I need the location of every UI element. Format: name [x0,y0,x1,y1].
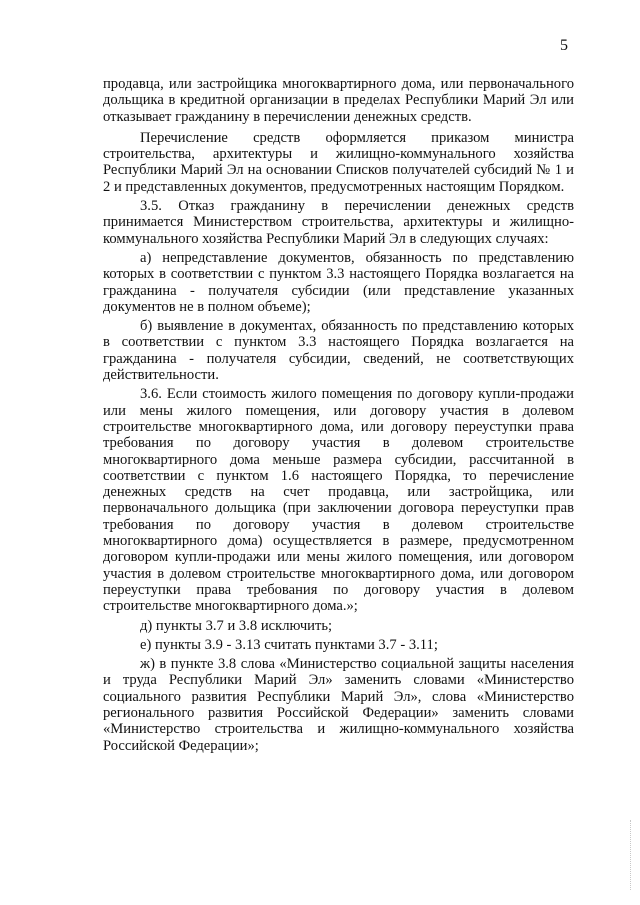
paragraph-3-6: 3.6. Если стоимость жилого помещения по договору купли-продажи или мены жилого помещения, или договору участия в долевом строительстве многоквартирного дома, или договору переуступки права требования по договору участия в долевом строительстве многоквартирного дома меньше размера субсидии, рассчитанной в соответствии с пунктом 1.6 настоящего Порядка, то перечисление денежных средств на счет продавца, или застройщика, или первоначального дольщика (при заключении договора переуступки прав требования по договору участия в долевом строительстве многоквартирного дома) осуществляется в размере, предусмотренном договором купли-продажи или мены жилого помещения, или договором участия в долевом строительстве многоквартирного дома, или договором переуступки права требования по договору участия в долевом строительстве многоквартирного дома.»; [103,386,574,615]
paragraph-transfer-order: Перечисление средств оформляется приказом министра строительства, архитектуры и жилищно-коммунального хозяйства Республики Марий Эл на основании Списков получателей субсидий № 1 и 2 и представленных документов, предусмотренных настоящим Порядком. [103,129,574,195]
scan-edge-mark [630,820,633,890]
paragraph-item-a: а) непредставление документов, обязанность по представлению которых в соответствии с пунктом 3.3 настоящего Порядка возлагается на гражданина - получателя субсидии (или представление указанных документов не в полном объеме); [103,249,574,315]
paragraph-item-b: б) выявление в документах, обязанность по представлению которых в соответствии с пунктом 3.3 настоящего Порядка возлагается на гражданина - получателя субсидии, сведений, не соответствующих действительности. [103,318,574,384]
paragraph-item-e: е) пункты 3.9 - 3.13 считать пунктами 3.7 - 3.11; [140,636,438,653]
page-number: 5 [560,37,568,54]
paragraph-3-5: 3.5. Отказ гражданину в перечислении денежных средств принимается Министерством строительства, архитектуры и жилищно-коммунального хозяйства Республики Марий Эл в следующих случаях: [103,198,574,247]
paragraph-item-d: д) пункты 3.7 и 3.8 исключить; [140,617,333,634]
paragraph-item-zh: ж) в пункте 3.8 слова «Министерство социальной защиты населения и труда Республики Марий Эл» заменить словами «Министерство социального развития Республики Марий Эл», слова «Министерство регионального развития Российской Федерации» заменить словами «Министерство строительства и жилищно-коммунального хозяйства Российской Федерации»; [103,656,574,754]
document-body [103,76,574,754]
paragraph-continuation: продавца, или застройщика многоквартирного дома, или первоначального дольщика в кредитной организации в пределах Республики Марий Эл или отказывает гражданину в перечислении денежных средств. [103,76,574,125]
